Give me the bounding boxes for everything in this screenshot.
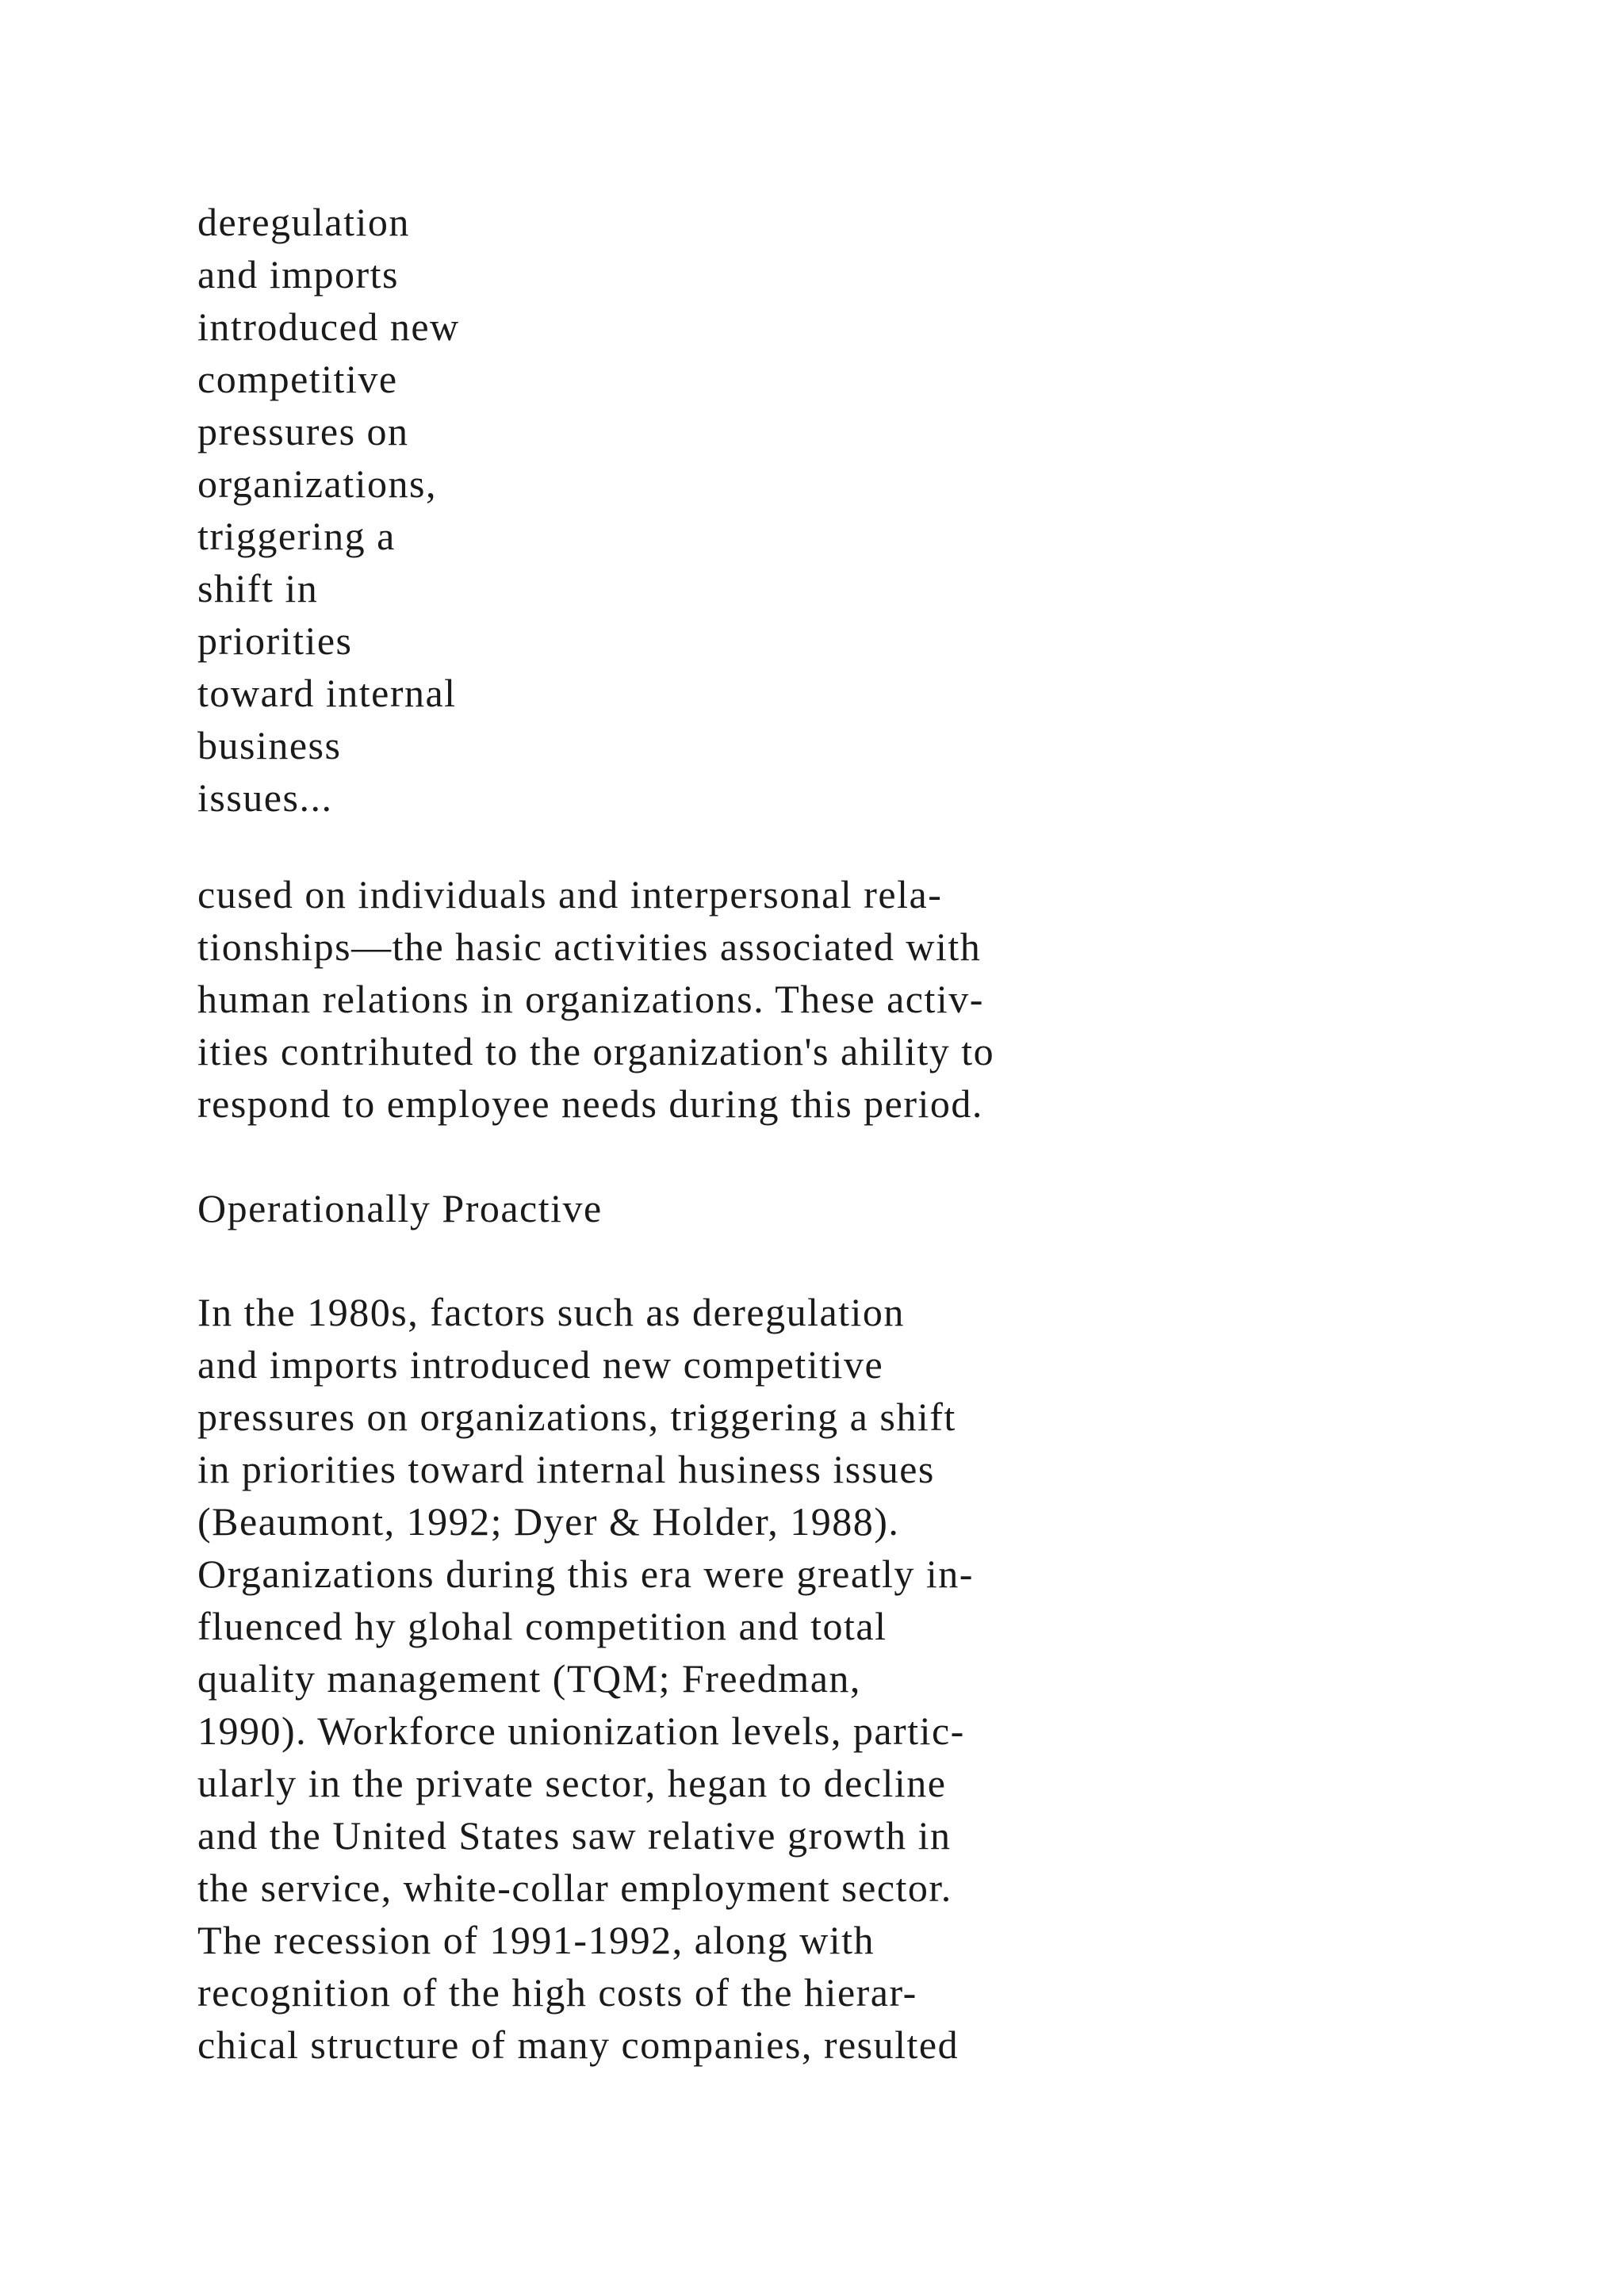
paragraph-line: in priorities toward internal husiness issues xyxy=(197,1447,935,1491)
paragraph-line: 1990). Workforce unionization levels, partic- xyxy=(197,1709,965,1753)
paragraph-line: In the 1980s, factors such as deregulation xyxy=(197,1290,905,1334)
pull-quote-line: organizations, xyxy=(197,461,437,506)
pull-quote-line: toward internal xyxy=(197,671,457,715)
paragraph-line: tionships—the hasic activities associated with xyxy=(197,924,982,969)
section-heading xyxy=(197,1182,603,1234)
paragraph-line: (Beaumont, 1992; Dyer & Holder, 1988). xyxy=(197,1499,900,1544)
pull-quote-line: triggering a xyxy=(197,514,396,558)
pull-quote-line: priorities xyxy=(197,618,353,663)
paragraph-line: quality management (TQM; Freedman, xyxy=(197,1656,861,1701)
paragraph-line: and imports introduced new competitive xyxy=(197,1342,884,1387)
pull-quote-line: issues... xyxy=(197,775,333,820)
section-heading-text: Operationally Proactive xyxy=(197,1186,603,1230)
pull-quote-line: competitive xyxy=(197,357,398,401)
paragraph-line: respond to employee needs during this period. xyxy=(197,1081,983,1126)
paragraph-line: chical structure of many companies, resulted xyxy=(197,2022,959,2067)
paragraph-line: pressures on organizations, triggering a shift xyxy=(197,1395,956,1439)
paragraph-line: cused on individuals and interpersonal rela- xyxy=(197,872,943,916)
pull-quote-line: deregulation xyxy=(197,200,410,244)
paragraph-line: human relations in organizations. These activ- xyxy=(197,977,984,1021)
pull-quote-line: pressures on xyxy=(197,409,409,453)
paragraph-line: ities contrihuted to the organization's ahility to xyxy=(197,1029,995,1073)
paragraph-line: The recession of 1991-1992, along with xyxy=(197,1918,875,1962)
paragraph-line: the service, white-collar employment sector. xyxy=(197,1866,952,1910)
pull-quote xyxy=(197,196,460,824)
paragraph-line: and the United States saw relative growth in xyxy=(197,1813,952,1858)
paragraph-line: recognition of the high costs of the hierar- xyxy=(197,1970,917,2015)
paragraph-line: ularly in the private sector, hegan to decline xyxy=(197,1761,947,1805)
pull-quote-line: business xyxy=(197,723,342,767)
pull-quote-line: shift in xyxy=(197,566,319,610)
pull-quote-line: introduced new xyxy=(197,304,460,349)
body-paragraph-2 xyxy=(197,1286,974,2071)
body-paragraph-1 xyxy=(197,868,994,1130)
paragraph-line: Organizations during this era were greatly in- xyxy=(197,1552,974,1596)
paragraph-line: fluenced hy glohal competition and total xyxy=(197,1604,887,1648)
pull-quote-line: and imports xyxy=(197,252,399,297)
